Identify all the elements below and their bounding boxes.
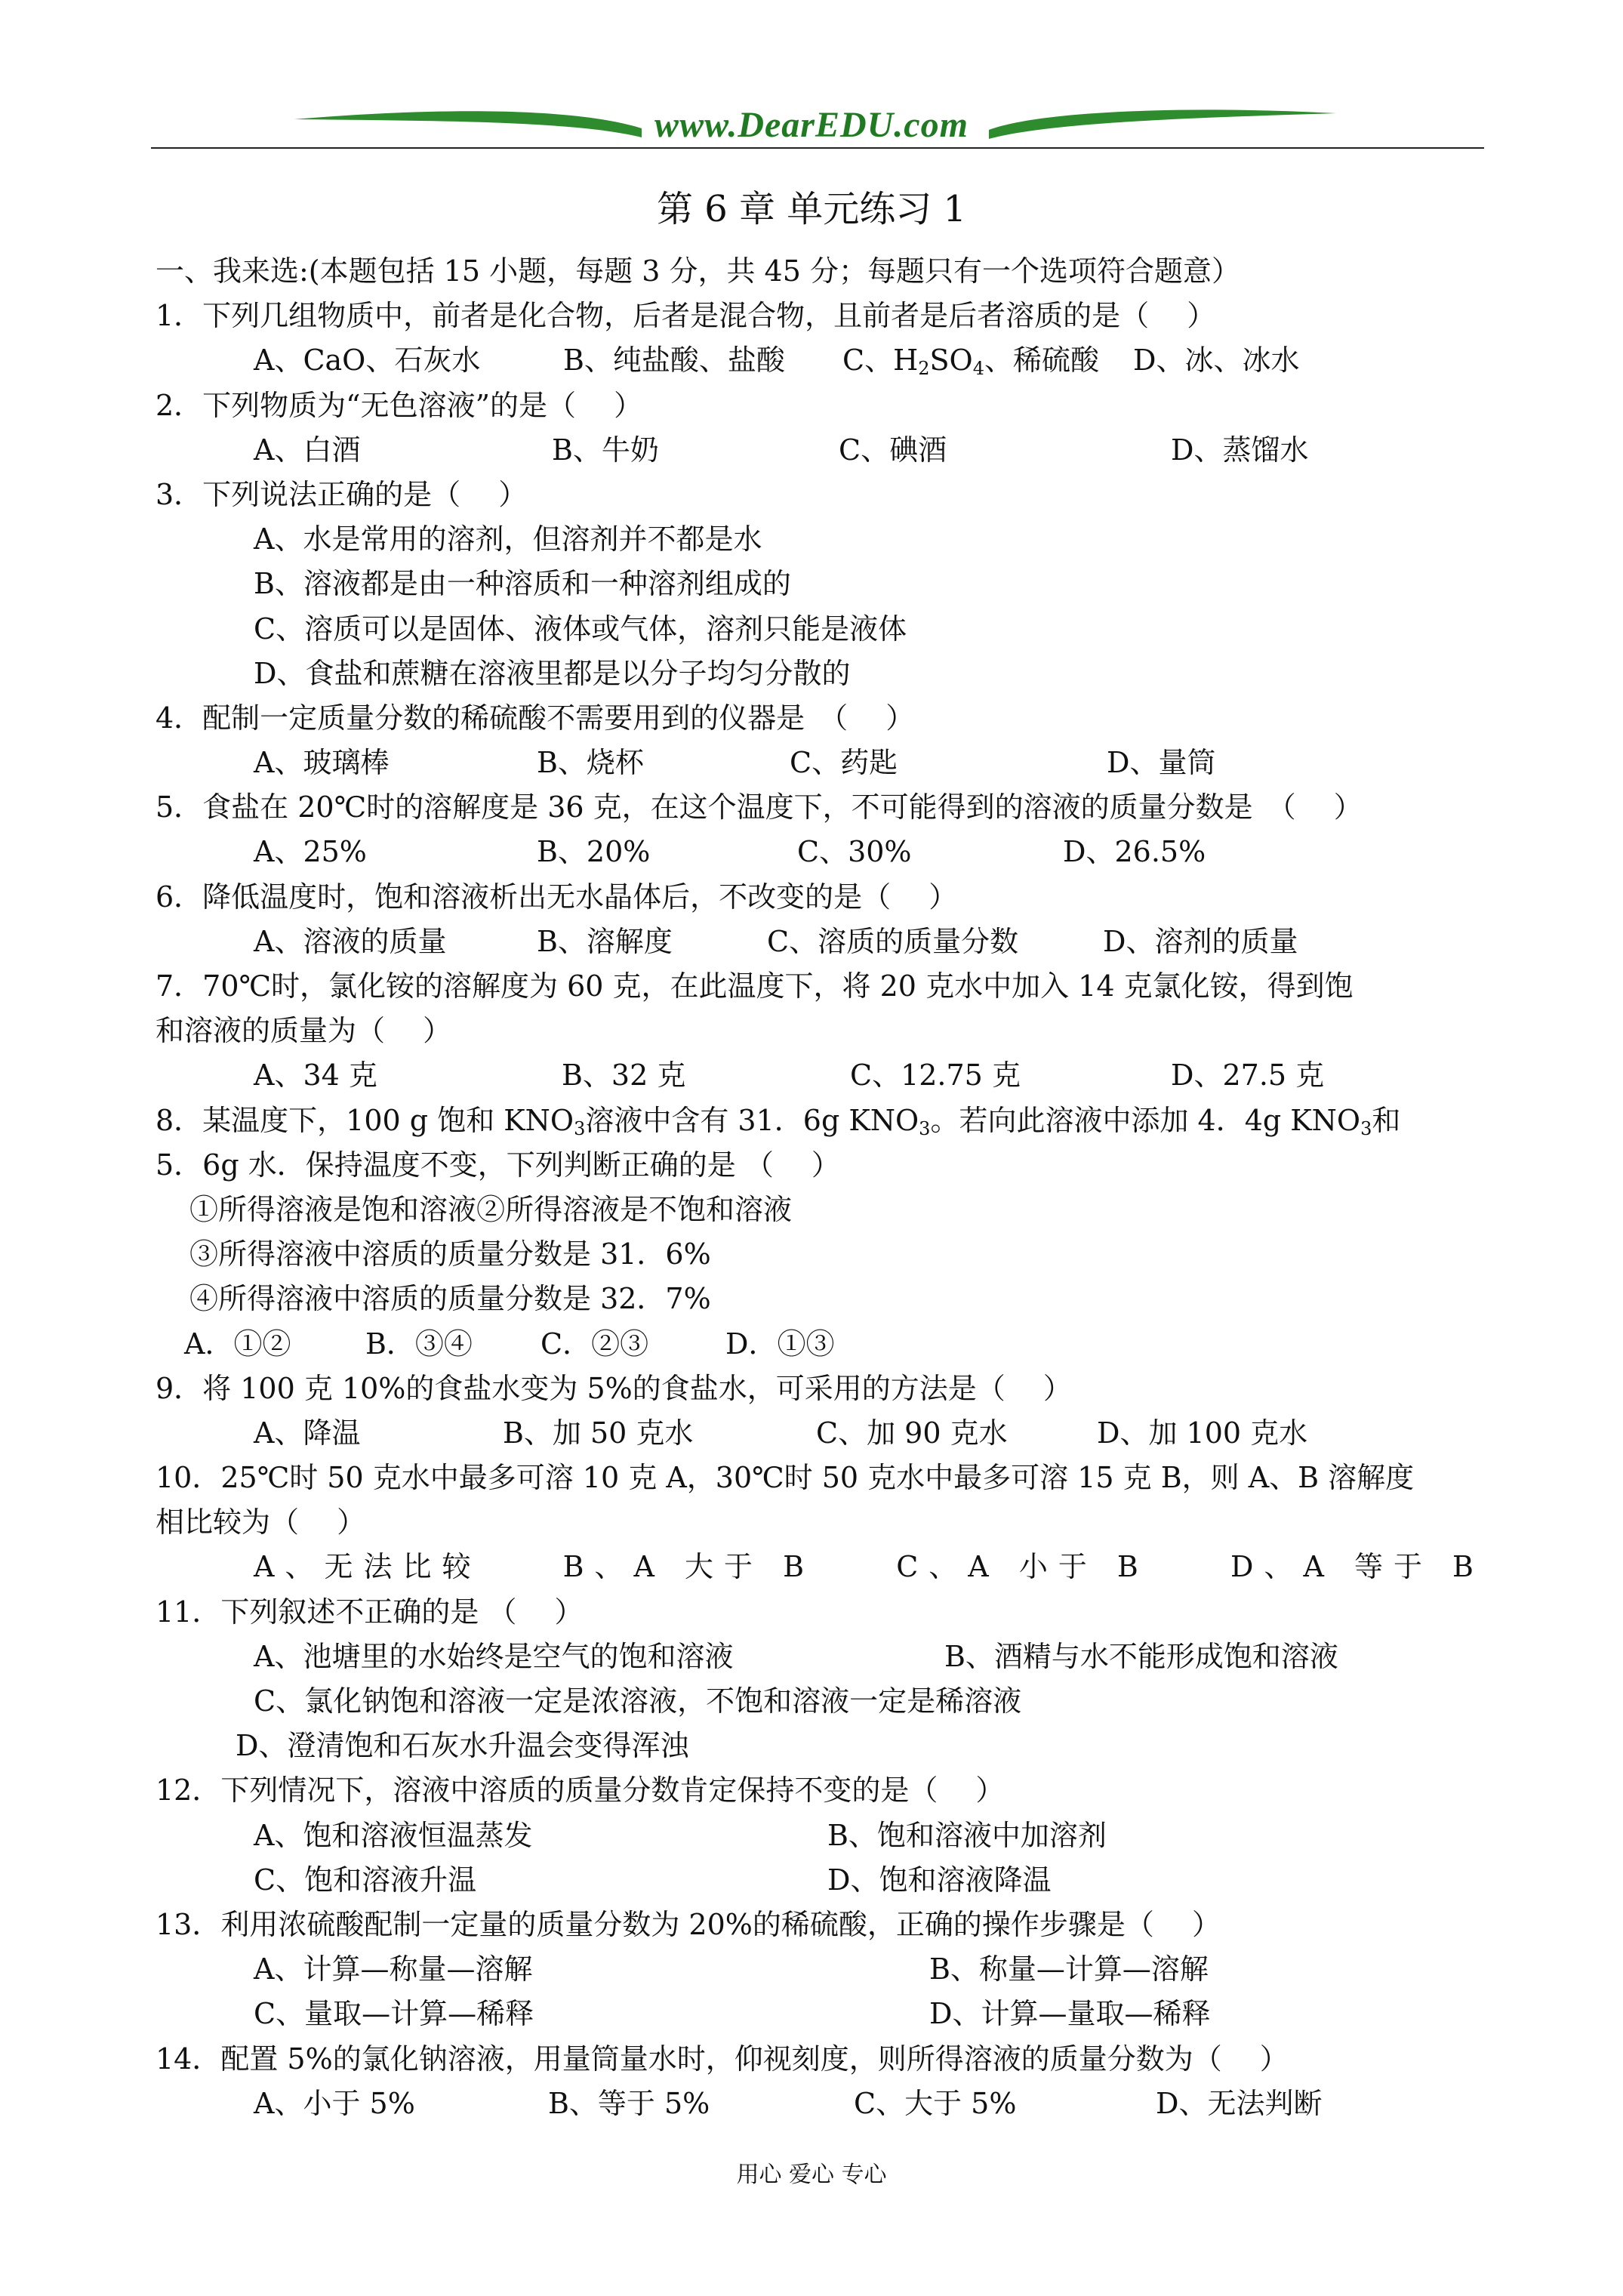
q13-option-a: A、计算—称量—溶解 — [254, 1952, 533, 1986]
q8-statement-4: ④所得溶液中溶质的质量分数是 32．7% — [189, 1282, 711, 1316]
q1-option-b: B、纯盐酸、盐酸 — [563, 344, 785, 378]
q13-option-b: B、称量—计算—溶解 — [929, 1952, 1209, 1986]
q13-option-d: D、计算—量取—稀释 — [929, 1997, 1211, 2031]
q4-option-c: C、药匙 — [790, 746, 898, 780]
q7-option-b: B、32 克 — [562, 1059, 686, 1093]
q2-option-a: A、白酒 — [254, 433, 361, 467]
q2-options — [156, 428, 1484, 473]
q9-option-c: C、加 90 克水 — [816, 1416, 1008, 1450]
q11-options-ab — [156, 1635, 1484, 1679]
page-footer: 用心 爱心 专心 — [736, 2162, 887, 2188]
q8-statement-1-2: ①所得溶液是饱和溶液②所得溶液是不饱和溶液 — [189, 1192, 793, 1226]
q4-option-b: B、烧杯 — [537, 746, 644, 780]
q10-option-b: B、A 大于 B — [562, 1550, 815, 1584]
q8-option-b: B．③④ — [365, 1327, 473, 1361]
q6-option-b: B、溶解度 — [537, 924, 673, 958]
q7-option-a: A、34 克 — [254, 1059, 377, 1093]
q8-statement-3: ③所得溶液中溶质的质量分数是 31．6% — [189, 1237, 711, 1271]
q9-stem: 9．将 100 克 10%的食盐水变为 5%的食盐水，可采用的方法是（ ） — [156, 1371, 1072, 1405]
q10-option-a: A、无法比较 — [254, 1550, 482, 1584]
q3-option-b: B、溶液都是由一种溶质和一种溶剂组成的 — [254, 567, 791, 601]
site-logo-text[interactable]: www.DearEDU.com — [654, 105, 969, 145]
q3-stem: 3．下列说法正确的是（ ） — [156, 477, 528, 511]
section-heading: 一、我来选:(本题包括 15 小题，每题 3 分，共 45 分；每题只有一个选项符合题意） — [156, 254, 1240, 288]
q3-option-a: A、水是常用的溶剂，但溶剂并不都是水 — [254, 522, 762, 556]
q10-options — [156, 1545, 1484, 1589]
q1-stem: 1．下列几组物质中，前者是化合物，后者是混合物，且前者是后者溶质的是（ ） — [156, 299, 1216, 333]
q4-option-d: D、量筒 — [1107, 746, 1216, 780]
q7-stem-line1: 7．70℃时，氯化铵的溶解度为 60 克，在此温度下，将 20 克水中加入 14 克氯化铵，得到饱 — [156, 969, 1354, 1003]
q1-option-c: C、$H_2SO_4$、稀硫酸 — [842, 344, 1099, 380]
q10-option-c: C、A 小于 B — [896, 1550, 1149, 1584]
q7-option-d: D、27.5 克 — [1171, 1059, 1325, 1093]
q1-options — [156, 338, 1484, 383]
q5-option-d: D、26.5% — [1063, 835, 1206, 869]
q11-option-b: B、酒精与水不能形成饱和溶液 — [944, 1639, 1338, 1673]
q14-options — [156, 2082, 1484, 2126]
q8-option-d: D．①③ — [725, 1327, 835, 1361]
q5-option-b: B、20% — [537, 835, 651, 869]
q14-option-b: B、等于 5% — [548, 2086, 710, 2120]
q11-option-c: C、氯化钠饱和溶液一定是浓溶液，不饱和溶液一定是稀溶液 — [254, 1684, 1022, 1718]
q2-option-c: C、碘酒 — [839, 433, 947, 467]
q11-option-d: D、澄清饱和石灰水升温会变得浑浊 — [236, 1729, 689, 1763]
q13-option-c: C、量取—计算—稀释 — [254, 1997, 534, 2031]
q5-option-a: A、25% — [254, 835, 367, 869]
q8-stem-line1: 8．某温度下，100 g 饱和 $KNO_3$溶液中含有 31．6g $KNO_3$。若向此溶液中添加 4．4g $KNO_3$和 — [156, 1103, 1401, 1139]
q13-stem: 13．利用浓硫酸配制一定量的质量分数为 20%的稀硫酸，正确的操作步骤是（ ） — [156, 1907, 1221, 1941]
q6-option-d: D、溶剂的质量 — [1103, 924, 1298, 958]
q10-option-d: D、A 等于 B — [1230, 1550, 1484, 1584]
q1-option-d: D、冰、冰水 — [1133, 344, 1300, 378]
q2-option-b: B、牛奶 — [552, 433, 659, 467]
q14-option-a: A、小于 5% — [254, 2086, 415, 2120]
q3-option-c: C、溶质可以是固体、液体或气体，溶剂只能是液体 — [254, 612, 907, 646]
q11-option-a: A、池塘里的水始终是空气的饱和溶液 — [254, 1639, 734, 1673]
q6-option-c: C、溶质的质量分数 — [767, 924, 1019, 958]
q10-stem-line1: 10．25℃时 50 克水中最多可溶 10 克 A，30℃时 50 克水中最多可溶 15 克 B，则 A、B 溶解度 — [156, 1461, 1415, 1495]
q2-option-d: D、蒸馏水 — [1171, 433, 1309, 467]
q12-option-b: B、饱和溶液中加溶剂 — [827, 1818, 1107, 1852]
q5-option-c: C、30% — [797, 835, 912, 869]
q12-option-d: D、饱和溶液降温 — [827, 1863, 1052, 1897]
q7-stem-line2: 和溶液的质量为（ ） — [156, 1014, 452, 1048]
q6-stem: 6．降低温度时，饱和溶液析出无水晶体后，不改变的是（ ） — [156, 880, 958, 914]
q12-stem: 12．下列情况下，溶液中溶质的质量分数肯定保持不变的是（ ） — [156, 1774, 1005, 1808]
q14-option-c: C、大于 5% — [854, 2086, 1017, 2120]
q7-option-c: C、12.75 克 — [850, 1059, 1021, 1093]
q1-option-a: A、CaO、石灰水 — [254, 344, 481, 378]
q3-option-d: D、食盐和蔗糖在溶液里都是以分子均匀分散的 — [254, 656, 851, 690]
q11-stem: 11．下列叙述不正确的是 （ ） — [156, 1595, 584, 1629]
q9-option-d: D、加 100 克水 — [1097, 1416, 1308, 1450]
q4-option-a: A、玻璃棒 — [254, 746, 390, 780]
q12-options-ab — [156, 1814, 1484, 1858]
q14-option-d: D、无法判断 — [1156, 2086, 1323, 2120]
q4-stem: 4．配制一定质量分数的稀硫酸不需要用到的仪器是 （ ） — [156, 701, 915, 735]
q9-option-b: B、加 50 克水 — [503, 1416, 694, 1450]
q8-option-a: A．①② — [184, 1327, 291, 1361]
q13-options-ab — [156, 1947, 1484, 1992]
q12-option-a: A、饱和溶液恒温蒸发 — [254, 1818, 533, 1852]
q13-options-cd — [156, 1992, 1484, 2036]
q8-option-c: C．②③ — [540, 1327, 649, 1361]
q14-stem: 14．配置 5%的氯化钠溶液，用量筒量水时，仰视刻度，则所得溶液的质量分数为（ ） — [156, 2042, 1289, 2076]
q5-options — [156, 830, 1484, 874]
exam-body — [156, 249, 1484, 2126]
q10-stem-line2: 相比较为（ ） — [156, 1505, 366, 1539]
q4-options — [156, 741, 1484, 785]
q12-options-cd — [156, 1858, 1484, 1903]
q5-stem: 5．食盐在 20℃时的溶解度是 36 克，在这个温度下，不可能得到的溶液的质量分数是 （ ） — [156, 791, 1363, 824]
q6-options — [156, 920, 1484, 964]
header-rule — [151, 147, 1484, 149]
page-header — [0, 91, 1623, 162]
q6-option-a: A、溶液的质量 — [254, 924, 447, 958]
q7-options — [156, 1053, 1484, 1098]
q8-options — [156, 1322, 1484, 1367]
q12-option-c: C、饱和溶液升温 — [254, 1863, 477, 1897]
q8-stem-line2: 5．6g 水．保持温度不变，下列判断正确的是 （ ） — [156, 1148, 840, 1182]
q2-stem: 2．下列物质为“无色溶液”的是（ ） — [156, 388, 643, 422]
q9-option-a: A、降温 — [254, 1416, 361, 1450]
q9-options — [156, 1411, 1484, 1456]
page-title: 第 6 章 单元练习 1 — [656, 188, 967, 230]
